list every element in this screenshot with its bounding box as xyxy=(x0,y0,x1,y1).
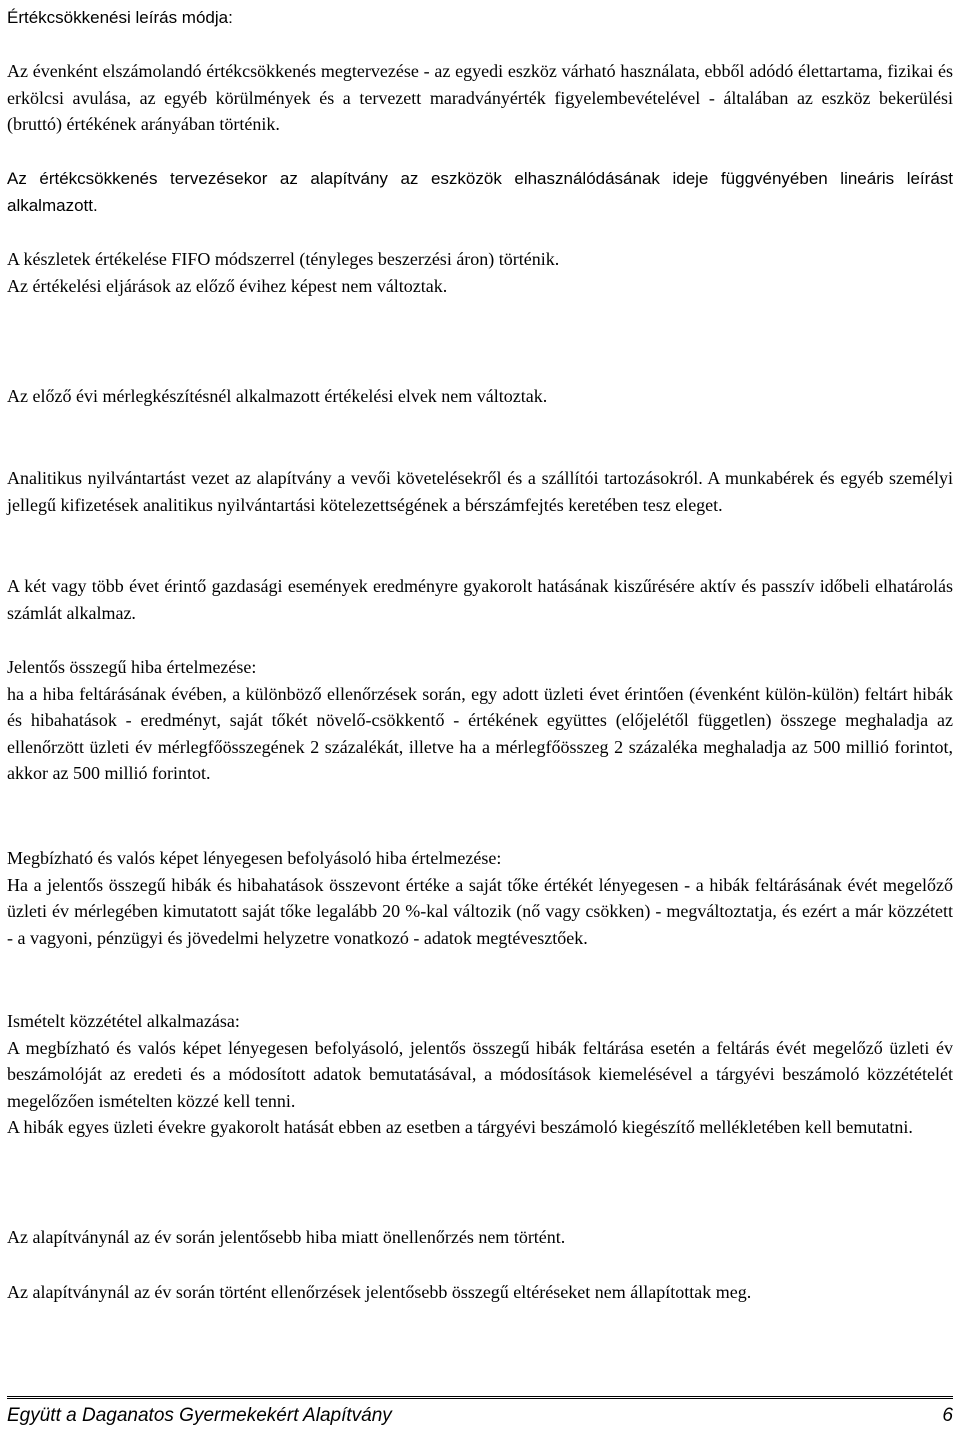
principles-block xyxy=(7,383,953,410)
material-error-text: Ha a jelentős összegű hibák és hibahatások összevont értéke a saját tőke értékét lényegesen - a hibák feltárásának évét megelőző üzleti év mérlegében kimutatott saját tőke legalább 20 %-kal változik (nő vagy csökken) - megváltoztatja, és ezért a már közzétett - a vagyoni, pénzügyi és jövedelmi helyzetre vonatkozó - adatok megtévesztőek. xyxy=(7,874,953,948)
depreciation-paragraph-1 xyxy=(7,58,953,138)
republication-text-2: A hibák egyes üzleti évekre gyakorolt hatását ebben az esetben a tárgyévi beszámoló kiegészítő mellékletében kell bemutatni. xyxy=(7,1117,913,1137)
self-check-block xyxy=(7,1224,953,1251)
republication-block xyxy=(7,1008,953,1141)
analytics-text: Analitikus nyilvántartást vezet az alapítvány a vevői követelésekről és a szállítói tartozásokról. A munkabérek és egyéb személyi jellegű kifizetések analitikus nyilvántartási kötelezettségének a bérszámfejtés keretében tesz eleget. xyxy=(7,468,953,515)
significant-error-block xyxy=(7,654,953,787)
checks-block xyxy=(7,1279,953,1306)
page-footer xyxy=(7,1404,953,1428)
republication-heading: Ismételt közzététel alkalmazása: xyxy=(7,1011,240,1031)
analytics-block xyxy=(7,465,953,518)
depreciation-heading: Értékcsökkenési leírás módja: xyxy=(7,8,233,27)
self-check-text: Az alapítványnál az év során jelentősebb hiba miatt önellenőrzés nem történt. xyxy=(7,1227,566,1247)
republication-text-1: A megbízható és valós képet lényegesen befolyásoló, jelentős összegű hibák feltárása esetén a feltárás évét megelőző üzleti év beszámolóját az eredeti és a módosított adatok bemutatásával, a módosítások kiemelésével a tárgyévi beszámoló közzétételét megelőzően ismételten közzé kell tenni. xyxy=(7,1037,953,1111)
material-error-block xyxy=(7,845,953,951)
checks-text: Az alapítványnál az év során történt ellenőrzések jelentősebb összegű eltéréseket nem állapítottak meg. xyxy=(7,1282,752,1302)
accrual-block xyxy=(7,573,953,626)
footer-divider xyxy=(7,1396,953,1399)
depreciation-text-1: Az évenként elszámolandó értékcsökkenés megtervezése - az egyedi eszköz várható használata, ebből adódó élettartama, fizikai és erkölcsi avulása, az egyéb körülmények és a tervezett maradványérték figyelembevételével - általában az eszköz bekerülési (bruttó) értékének arányában történik. xyxy=(7,61,953,134)
inventory-text-2: Az értékelési eljárások az előző évihez képest nem változtak. xyxy=(7,275,448,296)
significant-error-heading: Jelentős összegű hiba értelmezése: xyxy=(7,657,257,677)
principles-text: Az előző évi mérlegkészítésnél alkalmazott értékelési elvek nem változtak. xyxy=(7,386,548,406)
page-number: 6 xyxy=(942,1405,953,1426)
depreciation-paragraph-2 xyxy=(7,166,953,219)
inventory-text-1: A készletek értékelése FIFO módszerrel (tényleges beszerzési áron) történik. xyxy=(7,249,560,269)
material-error-heading: Megbízható és valós képet lényegesen befolyásoló hiba értelmezése: xyxy=(7,848,502,868)
inventory-block xyxy=(7,246,953,299)
significant-error-text: ha a hiba feltárásának évében, a különböző ellenőrzések során, egy adott üzleti évet érintően (évenként külön-külön) feltárt hibák és hibahatások - eredményt, saját tőkét növelő-csökkentő - értékének együttes (előjelétől független) összege meghaladja az ellenőrzött üzleti év mérlegfőösszegének 2 százalékát, illetve ha a mérlegfőösszeg 2 százaléka meghaladja az 500 millió forintot, akkor az 500 millió forintot. xyxy=(7,683,953,783)
depreciation-text-2: Az értékcsökkenés tervezésekor az alapítvány az eszközök elhasználódásának ideje függvényében lineáris leírást alkalmazott. xyxy=(7,169,953,215)
footer-organization: Együtt a Daganatos Gyermekekért Alapítvány xyxy=(7,1405,392,1426)
accrual-text: A két vagy több évet érintő gazdasági események eredményre gyakorolt hatásának kiszűrésére aktív és passzív időbeli elhatárolás számlát alkalmaz. xyxy=(7,576,953,623)
